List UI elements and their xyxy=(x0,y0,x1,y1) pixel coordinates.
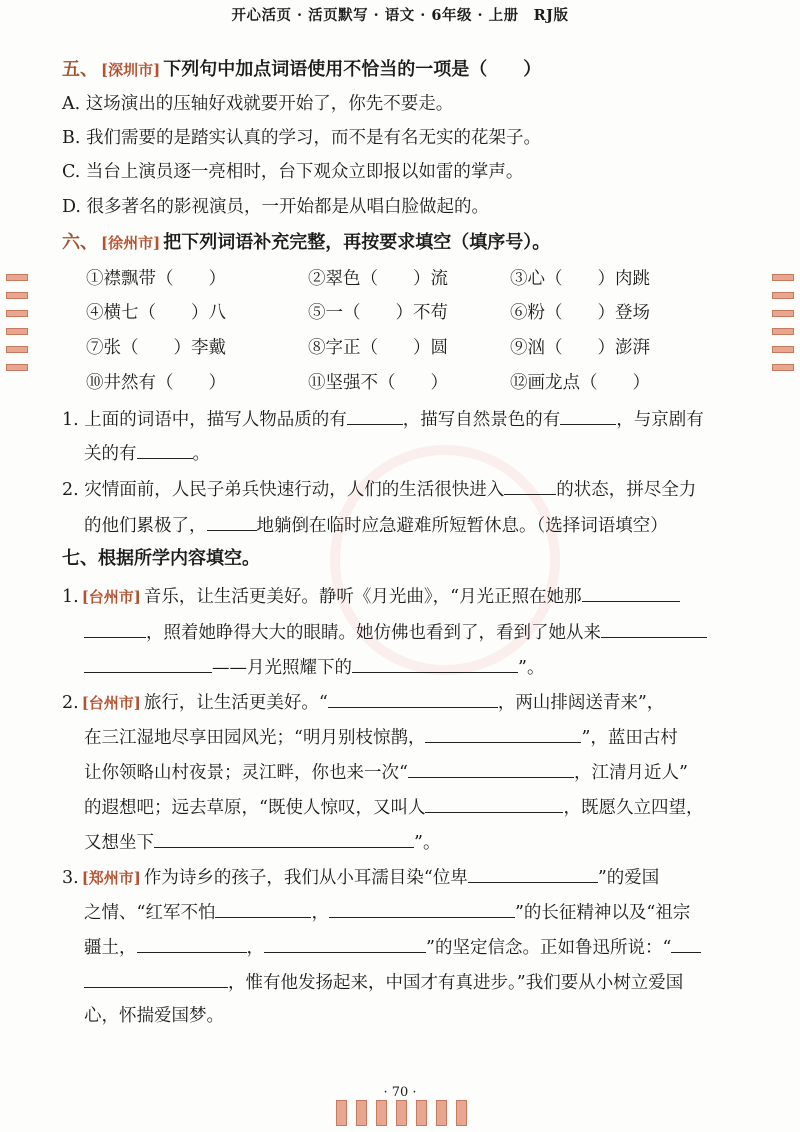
page-number: · 70 · xyxy=(383,1085,417,1100)
answer-blank[interactable] xyxy=(582,583,680,602)
s7-q3-line2: 之情、“红军不怕 ， ”的长征精神以及“祖宗 xyxy=(84,899,690,925)
idiom-item[interactable]: ⑥粉（ ）登场 xyxy=(510,303,650,323)
idiom-item[interactable]: ⑦张（ ）李戴 xyxy=(86,338,226,358)
s7-q2-line4: 的遐想吧；远去草原，“既使人惊叹，又叫人 ，既愿久立四望， xyxy=(84,794,703,820)
answer-blank[interactable] xyxy=(137,934,247,953)
s7-q3-line4: ，惟有他发扬起来，中国才有真进步。”我们要从小树立爱国 xyxy=(84,969,683,995)
region-tag: [郑州市] xyxy=(81,869,141,887)
option-b[interactable]: B. 我们需要的是踏实认真的学习，而不是有名无实的花架子。 xyxy=(62,128,541,148)
s7-q2-line2: 在三江湿地尽享田园风光；“明月别枝惊鹊， ”，蓝田古村 xyxy=(84,724,678,750)
answer-blank[interactable] xyxy=(328,689,498,708)
idiom-item[interactable]: ⑪坚强不（ ） xyxy=(308,373,448,393)
s6-question-2-cont: 的他们累极了， 地躺倒在临时应急避难所短暂休息。（选择词语填空） xyxy=(84,512,668,538)
s6-question-1-cont: 关的有 。 xyxy=(84,440,210,466)
s7-q2-line1: 2. [台州市] 旅行，让生活更美好。“ ，两山排闼送青来”， xyxy=(62,689,664,715)
answer-blank[interactable] xyxy=(137,440,193,459)
answer-blank[interactable] xyxy=(560,406,616,425)
left-margin-marks xyxy=(6,274,28,382)
option-c[interactable]: C. 当台上演员逐一亮相时，台下观众立即报以如雷的掌声。 xyxy=(62,162,524,182)
s6-question-1: 1. 上面的词语中，描写人物品质的有 ，描写自然景色的有 ，与京剧有 xyxy=(62,406,704,432)
region-tag: [台州市] xyxy=(81,588,141,606)
answer-blank[interactable] xyxy=(504,476,556,495)
idiom-item[interactable]: ⑤一（ ）不苟 xyxy=(308,303,448,323)
right-margin-marks xyxy=(772,274,794,382)
idiom-item[interactable]: ⑩井然有（ ） xyxy=(86,373,226,393)
idiom-item[interactable]: ①襟飘带（ ） xyxy=(86,269,226,289)
answer-blank[interactable] xyxy=(671,934,701,953)
idiom-item[interactable]: ⑨汹（ ）澎湃 xyxy=(510,338,650,358)
option-d[interactable]: D. 很多著名的影视演员，一开始都是从唱白脸做起的。 xyxy=(62,197,490,217)
idiom-item[interactable]: ⑫画龙点（ ） xyxy=(510,373,650,393)
idiom-item[interactable]: ③心（ ）肉跳 xyxy=(510,269,650,289)
answer-blank[interactable] xyxy=(425,724,581,743)
s6-question-2: 2. 灾情面前，人民子弟兵快速行动，人们的生活很快进入 的状态，拼尽全力 xyxy=(62,476,696,502)
s7-q3-line5: 心，怀揣爱国梦。 xyxy=(84,1006,224,1026)
idiom-item[interactable]: ④横七（ ）八 xyxy=(86,303,226,323)
section6-heading: 六、 [徐州市] 把下列词语补充完整，再按要求填空（填序号）。 xyxy=(62,232,551,253)
answer-blank[interactable] xyxy=(352,654,518,673)
idiom-item[interactable]: ⑧字正（ ）圆 xyxy=(308,338,448,358)
page-header: 开心活页 · 活页默写 · 语文 · 6年级 · 上册 RJ版 xyxy=(231,7,569,24)
answer-blank[interactable] xyxy=(84,969,228,988)
answer-blank[interactable] xyxy=(347,406,403,425)
s7-q3-line1: 3. [郑州市] 作为诗乡的孩子，我们从小耳濡目染“位卑 ”的爱国 xyxy=(62,864,659,890)
answer-blank[interactable] xyxy=(468,864,598,883)
section7-heading: 七、根据所学内容填空。 xyxy=(62,548,260,569)
s7-q1-line2: ，照着她睁得大大的眼睛。她仿佛也看到了，看到了她从来 xyxy=(84,619,707,645)
region-tag: [深圳市] xyxy=(101,61,161,79)
answer-blank[interactable] xyxy=(264,934,426,953)
s7-q3-line3: 疆土， ， ”的坚定信念。正如鲁迅所说：“ xyxy=(84,934,701,960)
s7-q2-line5: 又想坐下 ”。 xyxy=(84,829,440,855)
s7-q1-line3: ——月光照耀下的 ”。 xyxy=(84,654,544,680)
answer-blank[interactable] xyxy=(84,619,146,638)
s7-q2-line3: 让你领略山村夜景；灵江畔，你也来一次“ ，江清月近人” xyxy=(84,759,688,785)
answer-blank[interactable] xyxy=(425,794,563,813)
option-a[interactable]: A. 这场演出的压轴好戏就要开始了，你先不要走。 xyxy=(62,94,454,114)
section5-heading: 五、 [深圳市] 下列句中加点词语使用不恰当的一项是（ ） xyxy=(62,59,542,80)
answer-blank[interactable] xyxy=(601,619,707,638)
idiom-item[interactable]: ②翠色（ ）流 xyxy=(308,269,448,289)
s7-q1-line1: 1. [台州市] 音乐，让生活更美好。静听《月光曲》，“月光正照在她那 xyxy=(62,583,680,609)
answer-blank[interactable] xyxy=(329,899,515,918)
answer-blank[interactable] xyxy=(154,829,414,848)
region-tag: [台州市] xyxy=(81,694,141,712)
answer-blank[interactable] xyxy=(207,512,257,531)
answer-blank[interactable] xyxy=(408,759,574,778)
region-tag: [徐州市] xyxy=(101,234,161,252)
answer-blank[interactable] xyxy=(215,899,311,918)
answer-blank[interactable] xyxy=(84,654,212,673)
